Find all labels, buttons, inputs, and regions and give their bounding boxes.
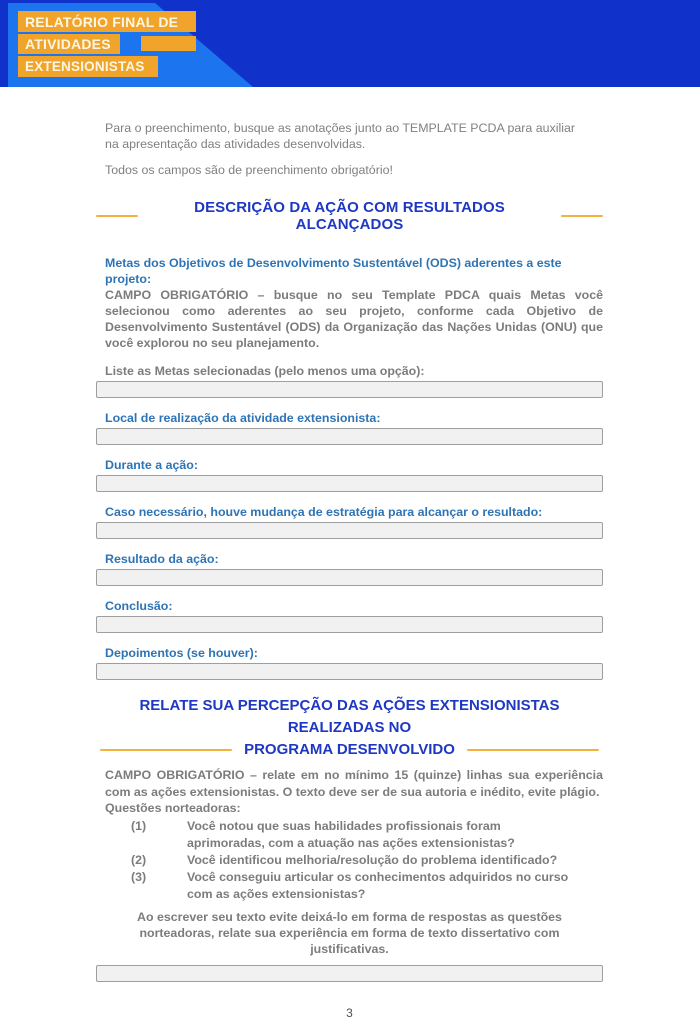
intro-paragraph: Para o preenchimento, busque as anotações junto ao TEMPLATE PCDA para auxiliar na apresentação das atividades desenvolvidas. — [105, 121, 575, 151]
list-item — [131, 852, 603, 869]
dissertative-text-note: Ao escrever seu texto evite deixá-lo em forma de respostas as questões norteadoras, relate sua experiência em forma de texto dissertativo com justificativas. — [137, 910, 562, 956]
heading-rule-left — [100, 749, 232, 751]
field-label-depoimentos: Depoimentos (se houver): — [105, 646, 258, 660]
section-2-mandatory-note: CAMPO OBRIGATÓRIO – relate em no mínimo 15 (quinze) linhas sua experiência com as ações extensionistas. O texto deve ser de sua autoria e inédito, evite plágio. — [105, 768, 603, 799]
section-1-heading — [96, 199, 603, 233]
question-text: Você notou que suas habilidades profissionais foram aprimoradas, com a atuação nas ações extensionistas? — [187, 819, 515, 850]
report-title-text: RELATÓRIO FINAL DE — [25, 13, 179, 30]
field-label-metas: Liste as Metas selecionadas (pelo menos uma opção): — [105, 364, 425, 378]
section-1-title: DESCRIÇÃO DA AÇÃO COM RESULTADOS ALCANÇADOS — [194, 199, 505, 233]
question-text: Você conseguiu articular os conhecimentos adquiridos no curso com as ações extensionistas? — [187, 870, 569, 901]
field-label-mudanca-estrategia: Caso necessário, houve mudança de estratégia para alcançar o resultado: — [105, 505, 543, 519]
question-number: (2) — [131, 853, 147, 867]
section-2-title-line-1: RELATE SUA PERCEPÇÃO DAS AÇÕES EXTENSIONISTAS REALIZADAS NO — [139, 697, 560, 736]
report-title-line-1 — [18, 11, 196, 32]
field-row — [96, 505, 603, 539]
mudanca-estrategia-input[interactable] — [96, 522, 603, 539]
section-2-title-line-2: PROGRAMA DESENVOLVIDO — [244, 741, 455, 758]
section-2-title-line-2-wrap — [96, 739, 603, 761]
field-row — [96, 599, 603, 633]
list-item — [131, 818, 603, 852]
resultado-acao-input[interactable] — [96, 569, 603, 586]
list-item — [131, 869, 603, 903]
question-number: (3) — [131, 870, 147, 884]
report-title-line-2 — [18, 34, 120, 54]
field-label-local: Local de realização da atividade extensionista: — [105, 411, 381, 425]
report-title-line-3 — [18, 56, 158, 77]
section-1-mandatory-note: CAMPO OBRIGATÓRIO – busque no seu Template PDCA quais Metas você selecionou como aderentes ao seu projeto, conforme cada Objetivo de Desenvolvimento Sustentável (ODS) da Organização das Nações Unidas (ONU) que você explorou no seu planejamento. — [105, 288, 603, 350]
depoimentos-input[interactable] — [96, 663, 603, 680]
heading-rule-left — [96, 215, 138, 217]
question-number: (1) — [131, 819, 147, 833]
field-row — [96, 411, 603, 445]
report-header-banner — [0, 0, 700, 87]
guiding-questions-label: Questões norteadoras: — [105, 801, 241, 815]
durante-acao-input[interactable] — [96, 475, 603, 492]
field-row — [96, 364, 603, 398]
metas-selecionadas-input[interactable] — [96, 381, 603, 398]
heading-rule-right — [467, 749, 599, 751]
mandatory-fields-notice: Todos os campos são de preenchimento obrigatório! — [105, 163, 393, 177]
banner-yellow-stub — [141, 36, 196, 51]
form-page-content — [96, 87, 603, 1020]
heading-rule-right — [561, 215, 603, 217]
section-2-heading — [96, 695, 603, 761]
experience-report-input[interactable] — [96, 965, 603, 982]
report-title-text: EXTENSIONISTAS — [25, 59, 145, 74]
field-row — [96, 552, 603, 586]
conclusao-input[interactable] — [96, 616, 603, 633]
guiding-questions-list — [131, 818, 603, 903]
field-row — [96, 646, 603, 680]
field-label-durante: Durante a ação: — [105, 458, 198, 472]
report-title-text: ATIVIDADES — [25, 36, 111, 52]
local-realizacao-input[interactable] — [96, 428, 603, 445]
question-text: Você identificou melhoria/resolução do problema identificado? — [187, 853, 558, 867]
field-label-conclusao: Conclusão: — [105, 599, 173, 613]
field-row — [96, 458, 603, 492]
field-label-resultado: Resultado da ação: — [105, 552, 219, 566]
page-number: 3 — [346, 1006, 353, 1020]
ods-goals-label: Metas dos Objetivos de Desenvolvimento Sustentável (ODS) aderentes a este projeto: — [105, 256, 562, 286]
